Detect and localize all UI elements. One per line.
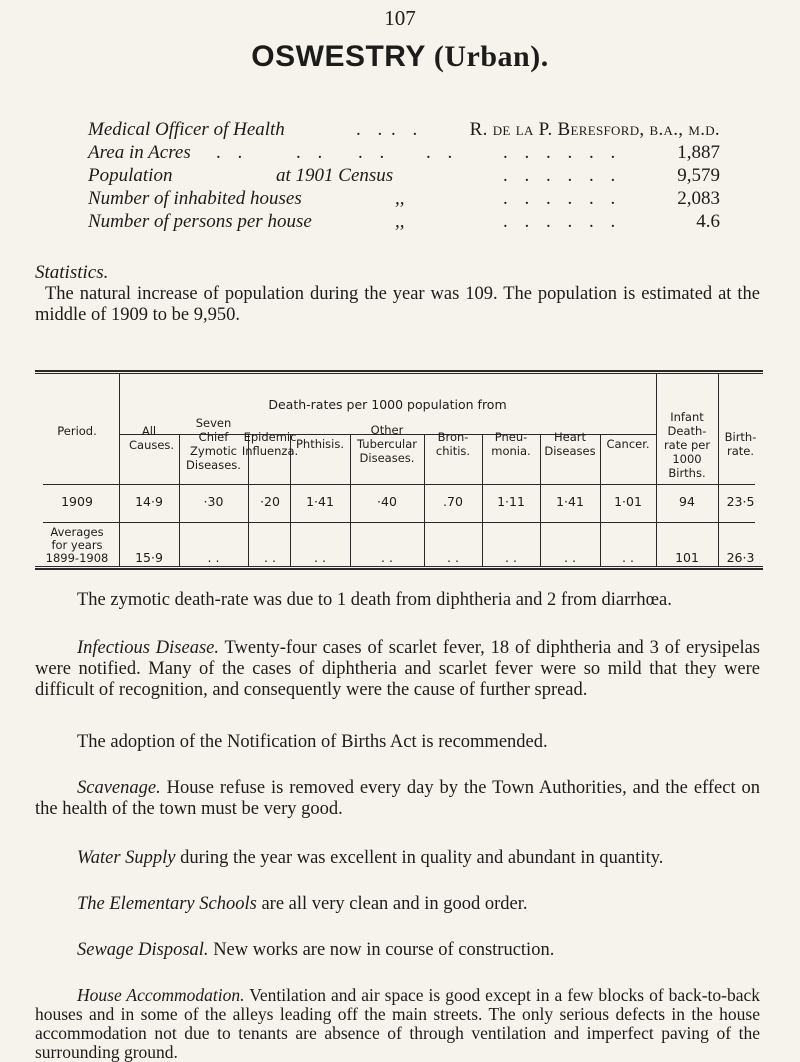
area-dots-4: . .	[426, 142, 459, 163]
row1909-phthisis: 1·41	[306, 494, 334, 509]
statistics-heading: Statistics.	[35, 262, 109, 283]
persons-value: 4.6	[696, 211, 720, 232]
housing-heading: House Accommodation.	[77, 985, 245, 1005]
houses-dots: . . . . . .	[503, 188, 622, 209]
persons-ditto: ,,	[395, 211, 405, 232]
col-infant-1: Infant	[670, 410, 704, 424]
col-seven-4: Diseases.	[186, 458, 241, 472]
col-other-2: Tubercular	[357, 437, 417, 451]
col-bron-1: Bron-	[437, 430, 469, 444]
col-birth-1: Birth-	[724, 430, 757, 444]
col-birth-2: rate.	[726, 444, 754, 458]
col-seven-1: Seven	[195, 416, 232, 430]
title-district-type: (Urban).	[433, 40, 549, 73]
infectious-paragraph	[35, 638, 760, 701]
population-census: at 1901 Census	[276, 165, 394, 186]
housing-paragraph	[35, 986, 760, 1062]
col-other-3: Diseases.	[359, 451, 415, 465]
row-avg-seven: . .	[207, 550, 220, 565]
row-avg-birth: 26·3	[726, 550, 755, 565]
row-avg-period	[35, 526, 119, 565]
officer-dots: . .	[356, 119, 389, 140]
col-pneumonia	[482, 430, 540, 458]
row-avg-infant: 101	[675, 550, 699, 565]
officer-value: R. de la P. Beresford, b.a., m.d.	[469, 119, 720, 140]
row-avg-period-2: for years	[51, 538, 103, 552]
row-avg-period-3: 1899-1908	[45, 551, 109, 565]
population-label: Population	[88, 165, 173, 186]
scavenage-text: House refuse is removed every day by the Town Authorities, and the effect on the health of the town must be very good.	[35, 778, 761, 819]
area-dots-3: . .	[358, 142, 391, 163]
population-dots: . . . . . .	[503, 165, 622, 186]
col-pneu-2: monia.	[491, 444, 531, 458]
col-heart	[540, 430, 600, 458]
persons-dots: . . . . . .	[503, 211, 622, 232]
statistics-paragraph	[35, 284, 760, 326]
title-town: OSWESTRY	[251, 40, 426, 73]
row1909-pneu: 1·11	[497, 494, 525, 509]
row1909-all: 14·9	[135, 494, 163, 509]
col-period: Period.	[57, 424, 97, 438]
row-avg-heart: . .	[564, 550, 576, 565]
scavenage-paragraph	[35, 778, 760, 820]
col-cancer: Cancer.	[606, 437, 650, 451]
row-avg-epidemic: . .	[264, 550, 276, 565]
row-avg-phthisis: . .	[314, 550, 326, 565]
col-all-causes	[119, 424, 179, 452]
col-infant-4: 1000	[672, 452, 702, 466]
houses-ditto: ,,	[395, 188, 405, 209]
row-avg-other: . .	[381, 550, 393, 565]
row1909-period: 1909	[61, 494, 93, 509]
group-header: Death-rates per 1000 population from	[268, 397, 507, 412]
housing-text: Ventilation and air space is good except in a few blocks of back-to-back houses and in some of the alleys leading off the main streets. The only serious defects in the house accommodation not due to tenants are absence of through ventilation and imperfect paving of the surrounding ground.	[35, 985, 761, 1062]
zymotic-note: The zymotic death-rate was due to 1 death from diphtheria and 2 from diarrhœa.	[77, 590, 672, 610]
houses-value: 2,083	[677, 188, 720, 209]
sewage-paragraph	[77, 940, 757, 961]
col-infant-2: Death-	[667, 424, 707, 438]
row1909-birth: 23·5	[726, 494, 755, 509]
infectious-text: Twenty-four cases of scarlet fever, 18 of diphtheria and 3 of erysipelas were notified. Many of the cases of diphtheria and scarlet fever were so mild that they were difficult of recognition, and consequently were the cause of further spread.	[35, 638, 761, 700]
row1909-infant: 94	[679, 494, 695, 509]
sewage-text: New works are now in course of construction.	[213, 940, 555, 960]
col-seven-3: Zymotic	[190, 444, 237, 458]
col-pneu-1: Pneu-	[494, 430, 528, 444]
water-paragraph	[77, 848, 757, 869]
col-seven-2: Chief	[198, 430, 229, 444]
col-heart-1: Heart	[553, 430, 586, 444]
col-infant-3: rate per	[663, 438, 711, 452]
row1909-bron: .70	[443, 494, 463, 509]
row-avg-period-1: Averages	[50, 525, 104, 539]
infectious-heading: Infectious Disease.	[77, 638, 220, 658]
water-heading: Water Supply	[77, 848, 176, 868]
death-rates-table	[35, 370, 763, 570]
row-avg-bron: . .	[447, 550, 459, 565]
col-phthisis: Phthisis.	[295, 437, 345, 451]
row-avg-pneu: . .	[505, 550, 517, 565]
row1909-heart: 1·41	[556, 494, 584, 509]
row1909-seven: ·30	[203, 494, 224, 509]
sewage-heading: Sewage Disposal.	[77, 940, 209, 960]
water-text: during the year was excellent in quality and abundant in quantity.	[180, 848, 664, 868]
col-bronchitis	[424, 430, 482, 458]
area-dots-2: . .	[296, 142, 329, 163]
area-dots-1: . .	[216, 142, 249, 163]
col-infant-5: Births.	[668, 466, 706, 480]
page-title	[0, 40, 800, 74]
officer-dots-2: . .	[391, 119, 424, 140]
col-infant	[656, 410, 718, 480]
col-birth-rate	[718, 430, 763, 458]
notification-paragraph: The adoption of the Notification of Births Act is recommended.	[77, 732, 548, 752]
persons-label: Number of persons per house	[88, 211, 312, 232]
col-all-causes-1: All Causes.	[129, 424, 175, 452]
houses-label: Number of inhabited houses	[88, 188, 302, 209]
scavenage-heading: Scavenage.	[77, 778, 161, 798]
area-dots-5: . . . . . .	[503, 142, 622, 163]
officer-label: Medical Officer of Health	[88, 119, 285, 140]
col-epidemic-1: Epidemic	[243, 430, 297, 444]
row-avg-cancer: . .	[622, 550, 634, 565]
row1909-epidemic: ·20	[260, 494, 280, 509]
area-value: 1,887	[677, 142, 720, 163]
col-heart-2: Diseases	[544, 444, 596, 458]
row1909-cancer: 1·01	[614, 494, 642, 509]
schools-paragraph	[77, 894, 757, 915]
row-avg-all: 15·9	[135, 550, 163, 565]
statistics-text: The natural increase of population during the year was 109. The population is estimated at the middle of 1909 to be 9,950.	[35, 284, 760, 325]
col-bron-2: chitis.	[435, 444, 471, 458]
population-value: 9,579	[677, 165, 720, 186]
col-other-tubercular	[350, 423, 424, 465]
col-epidemic-2: Influenza.	[241, 444, 299, 458]
schools-heading: The Elementary Schools	[77, 894, 257, 914]
schools-text: are all very clean and in good order.	[261, 894, 528, 914]
page-number: 107	[384, 6, 416, 30]
area-label: Area in Acres	[88, 142, 191, 163]
row1909-other: ·40	[377, 494, 397, 509]
col-other-1: Other	[370, 423, 404, 437]
